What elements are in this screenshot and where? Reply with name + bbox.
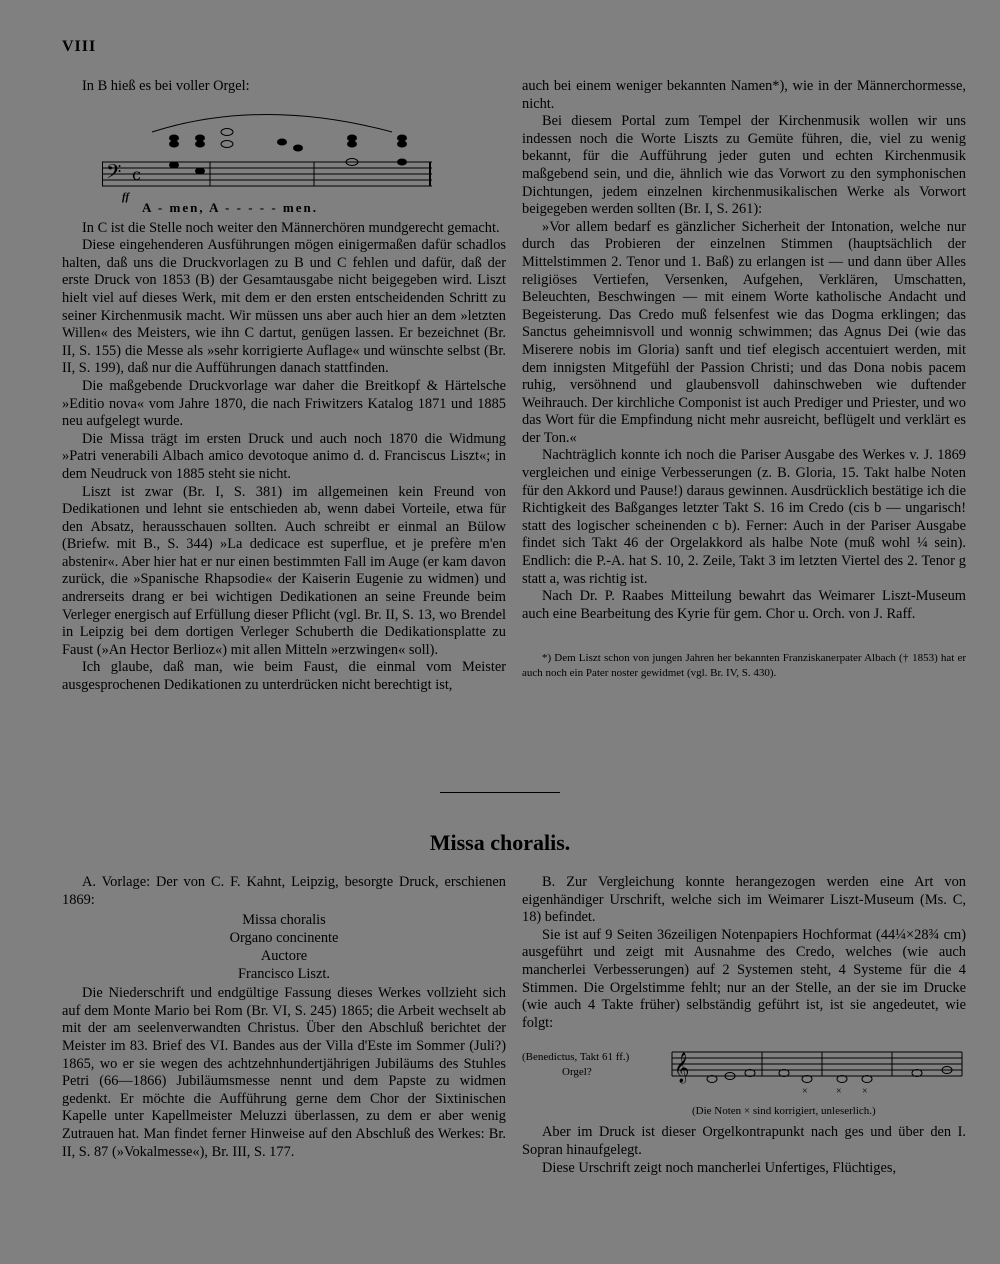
paragraph: Sie ist auf 9 Seiten 36zeiligen Notenpapiers Hochformat (44¼×28¾ cm) ausgeführt und zeigt mit Ausnahme des Credo, welches (wie auch mancherlei Verbesserungen) auf 2 Systemen steht, 4 Systeme für die 4 Stimmen. Die Orgelstimme fehlt; nur an der Stelle, an der sie im Drucke (wie auch 4 Takte früher) selbständig geführt ist, ist sie angedeutet, wie folgt: bbox=[522, 926, 966, 1031]
paragraph: Liszt ist zwar (Br. I, S. 381) im allgemeinen kein Freund von Dedikationen und lehnt sie entschieden ab, wenn dabei Vorteile, etwa für den Absatz, herausschauen sollten. Auch schreibt er einmal an Bülow (Briefw. mit B., S. 344) »La dedicace est superflue, et je prefère m'en abstenir«. Aber hier hat er nur einen bestimmten Fall im Auge (er kam davon zurück, die »Spanische Rhapsodie« der Kaiserin Eugenie zu widmen) und andrerseits drang er bei wichtigen Dedikationen an seine Freunde beim Verleger energisch auf Erfüllung dieser Pflicht (vgl. Br. II, S. 13, wo Brendel in Leipzig bei dem dortigen Verleger Schuberth die Dedikationsplatte zu Faust (»An Hector Berlioz«) mit allen Mitteln »erzwingen« soll). bbox=[62, 483, 506, 658]
section-divider bbox=[440, 792, 560, 793]
svg-text:×: × bbox=[836, 1086, 842, 1098]
music-label: (Benedictus, Takt 61 ff.) bbox=[522, 1051, 630, 1064]
footnote: *) Dem Liszt schon von jungen Jahren her bekannten Franziskanerpater Albach († 1853) hat er auch noch ein Pater noster gewidmet (vgl. Br. IV, S. 430). bbox=[522, 652, 966, 680]
print-title-line: Auctore bbox=[260, 948, 308, 965]
left-column-bottom bbox=[62, 874, 506, 1161]
print-title-block bbox=[62, 911, 506, 983]
paragraph: Diese eingehenderen Ausführungen mögen einigermaßen dafür schadlos halten, daß uns die Druckvorlagen zu B und C fehlen und dafür, daß der erste Druck von 1853 (B) der Gesamtausgabe nicht beigegeben wird. Liszt hielt viel auf dieses Werk, mit dem er den ersten entscheidenden Schritt zu seiner Kirchenmusik macht. Wir müssen uns aber auch hier an dem »letzten Willen« des Meisters, wie ihn C dartut, genügen lassen. Er bezeichnet (Br. II, S. 155) die Messe als »sehr korrigierte Auflage« und wünschte selbst (Br. II, S. 199), daß nur die Aufführungen danach stattfinden. bbox=[62, 237, 506, 377]
paragraph: auch bei einem weniger bekannten Namen*), wie in der Männerchormesse, nicht. bbox=[522, 78, 966, 112]
left-column-top bbox=[62, 78, 506, 695]
page-number: VIII bbox=[62, 38, 97, 55]
paragraph: B. Zur Vergleichung konnte herangezogen werden eine Art von eigenhändiger Urschrift, welche sich im Weimarer Liszt-Museum (Ms. C, 18) befindet. bbox=[522, 874, 966, 926]
paragraph: A. Vorlage: Der von C. F. Kahnt, Leipzig, besorgte Druck, erschienen 1869: bbox=[62, 874, 506, 908]
paragraph: Nachträglich konnte ich noch die Pariser Ausgabe des Werkes v. J. 1869 vergleichen und einige Verbesserungen (z. B. Gloria, 15. Takt halbe Noten für den Akkord und Pause!) daraus gewinnen. Ausdrücklich bestätige ich die Richtigkeit des Baßganges letzter Takt S. 16 im Credo (cis b — ungarisch! statt des logischer scheinenden c b). Ferner: Auch in der Pariser Ausgabe findet sich Takt 46 der Orgelakkord als halbe Note (muß wohl ¼ sein). Endlich: die P.-A. hat S. 10, 2. Zeile, Takt 3 im letzten Viertel des 2. Tenor g statt a, was richtig ist. bbox=[522, 447, 966, 587]
music-caption: (Die Noten × sind korrigiert, unleserlich.) bbox=[692, 1105, 876, 1118]
dynamic-marking: ff bbox=[122, 190, 130, 203]
svg-text:𝄞: 𝄞 bbox=[674, 1053, 690, 1084]
music-example-amen bbox=[62, 102, 506, 212]
paragraph: Aber im Druck ist dieser Orgelkontrapunkt nach ges und über den I. Sopran hinaufgelegt. bbox=[522, 1124, 966, 1158]
print-title-line: Missa choralis bbox=[242, 912, 326, 929]
svg-text:c: c bbox=[132, 164, 141, 184]
music-example-benedictus bbox=[522, 1042, 966, 1118]
print-title-line: Francisco Liszt. bbox=[238, 966, 330, 983]
music-label: Orgel? bbox=[562, 1066, 592, 1079]
music-staff-benedictus bbox=[522, 1042, 966, 1118]
music-intro: In B hieß es bei voller Orgel: bbox=[82, 78, 250, 94]
music-staff-amen bbox=[102, 102, 462, 214]
right-column-bottom bbox=[522, 874, 966, 1177]
print-title-line: Organo concinente bbox=[229, 930, 339, 947]
paragraph: Die Missa trägt im ersten Druck und auch noch 1870 die Widmung »Patri venerabili Albach amico devotoque animo d. d. Franciscus Liszt«; in dem Neudruck von 1885 steht sie nicht. bbox=[62, 430, 506, 482]
paragraph: Nach Dr. P. Raabes Mitteilung bewahrt das Weimarer Liszt-Museum auch eine Bearbeitung des Kyrie für gem. Chor u. Orch. von J. Raff. bbox=[522, 588, 966, 622]
right-column-top bbox=[522, 78, 966, 681]
svg-text:𝄢: 𝄢 bbox=[106, 159, 122, 188]
paragraph: In C ist die Stelle noch weiter den Männerchören mundgerecht gemacht. bbox=[82, 219, 500, 236]
liszt-quote: »Vor allem bedarf es gänzlicher Sicherheit der Intonation, welche nur durch das Probieren der einzelnen Stimmen (hauptsächlich der Mittelstimmen 2. Tenor und 1. Baß) zu erlangen ist — und dann über Alles religiöses Vertiefen, Versenken, Aufgehen, Verklären, Umschatten, Beleuchten, Beschwingen — mit einem Worte katholische Andacht und Begeisterung. Das Credo muß felsenfest wie das Dogma erklingen; das Sanctus geheimnisvoll und wonnig schwimmen; das Agnus Dei (wie das Miserere nobis im Gloria) sanft und tief elegisch accentuiert werden, mit dem innigsten Mitgefühl der Passion Christi; und das Dona nobis pacem ruhig, versöhnend und glaubensvoll dahinschweben wie duftender Weihrauch. Der kirchliche Componist ist auch Prediger und Priester, und wo das Wort für die Empfindung nicht mehr ausreicht, beflügelt und verklärt es der Ton.« bbox=[522, 218, 966, 446]
paragraph: Die Niederschrift und endgültige Fassung dieses Werkes vollzieht sich auf dem Monte Mario bei Rom (Br. VI, S. 245) 1865; die Arbeit wechselt ab mit der am seelenverwandten Christus. Über den Abschluß berichtet der Meister im 83. Brief des VI. Bandes aus der Villa d'Este im Sommer (Juli?) 1865, wo er sie wegen des achtzehnhundertjährigen Jubiläums des Stuhles Petri (66—1866) Jubiläumsmesse nennt und dem Papste zu widmen gedenkt. Er möchte die Aufführung gerne dem Chor der Sixtinischen Kapelle unter Kapellmeister Meluzzi überlassen, zu dem er aber wenig Zutrauen hat. Man findet ferner Hinweise auf den Abschluß des Werkes: Br. II, S. 87 (»Vokalmesse«), Br. III, S. 177. bbox=[62, 985, 506, 1160]
paragraph: Die maßgebende Druckvorlage war daher die Breitkopf & Härtelsche »Editio nova« vom Jahre 1870, die nach Friwitzers Katalog 1871 und 1885 neu aufgelegt wurde. bbox=[62, 377, 506, 430]
section-title: Missa choralis. bbox=[429, 830, 571, 855]
music-lyrics: A - men, A - - - - - men. bbox=[142, 199, 319, 214]
svg-text:×: × bbox=[862, 1086, 868, 1098]
paragraph: Bei diesem Portal zum Tempel der Kirchenmusik wollen wir uns indessen noch die Worte Liszts zu Gemüte führen, die, viel zu wenig bekannt, für die Aufführung jeder guten und echten Kirchenmusik maßgebend sein, und die, ähnlich wie das Vorwort zu den symphonischen Dichtungen, jedem einzelnen kirchenmusikalischen Werke als Vorwort beigegeben werden sollten (Br. I, S. 261): bbox=[522, 113, 966, 218]
paragraph: Ich glaube, daß man, wie beim Faust, die einmal vom Meister ausgesprochenen Dedikationen zu unterdrücken nicht berechtigt ist, bbox=[62, 659, 506, 694]
svg-text:×: × bbox=[802, 1086, 808, 1098]
paragraph: Diese Urschrift zeigt noch mancherlei Unfertiges, Flüchtiges, bbox=[542, 1159, 897, 1176]
